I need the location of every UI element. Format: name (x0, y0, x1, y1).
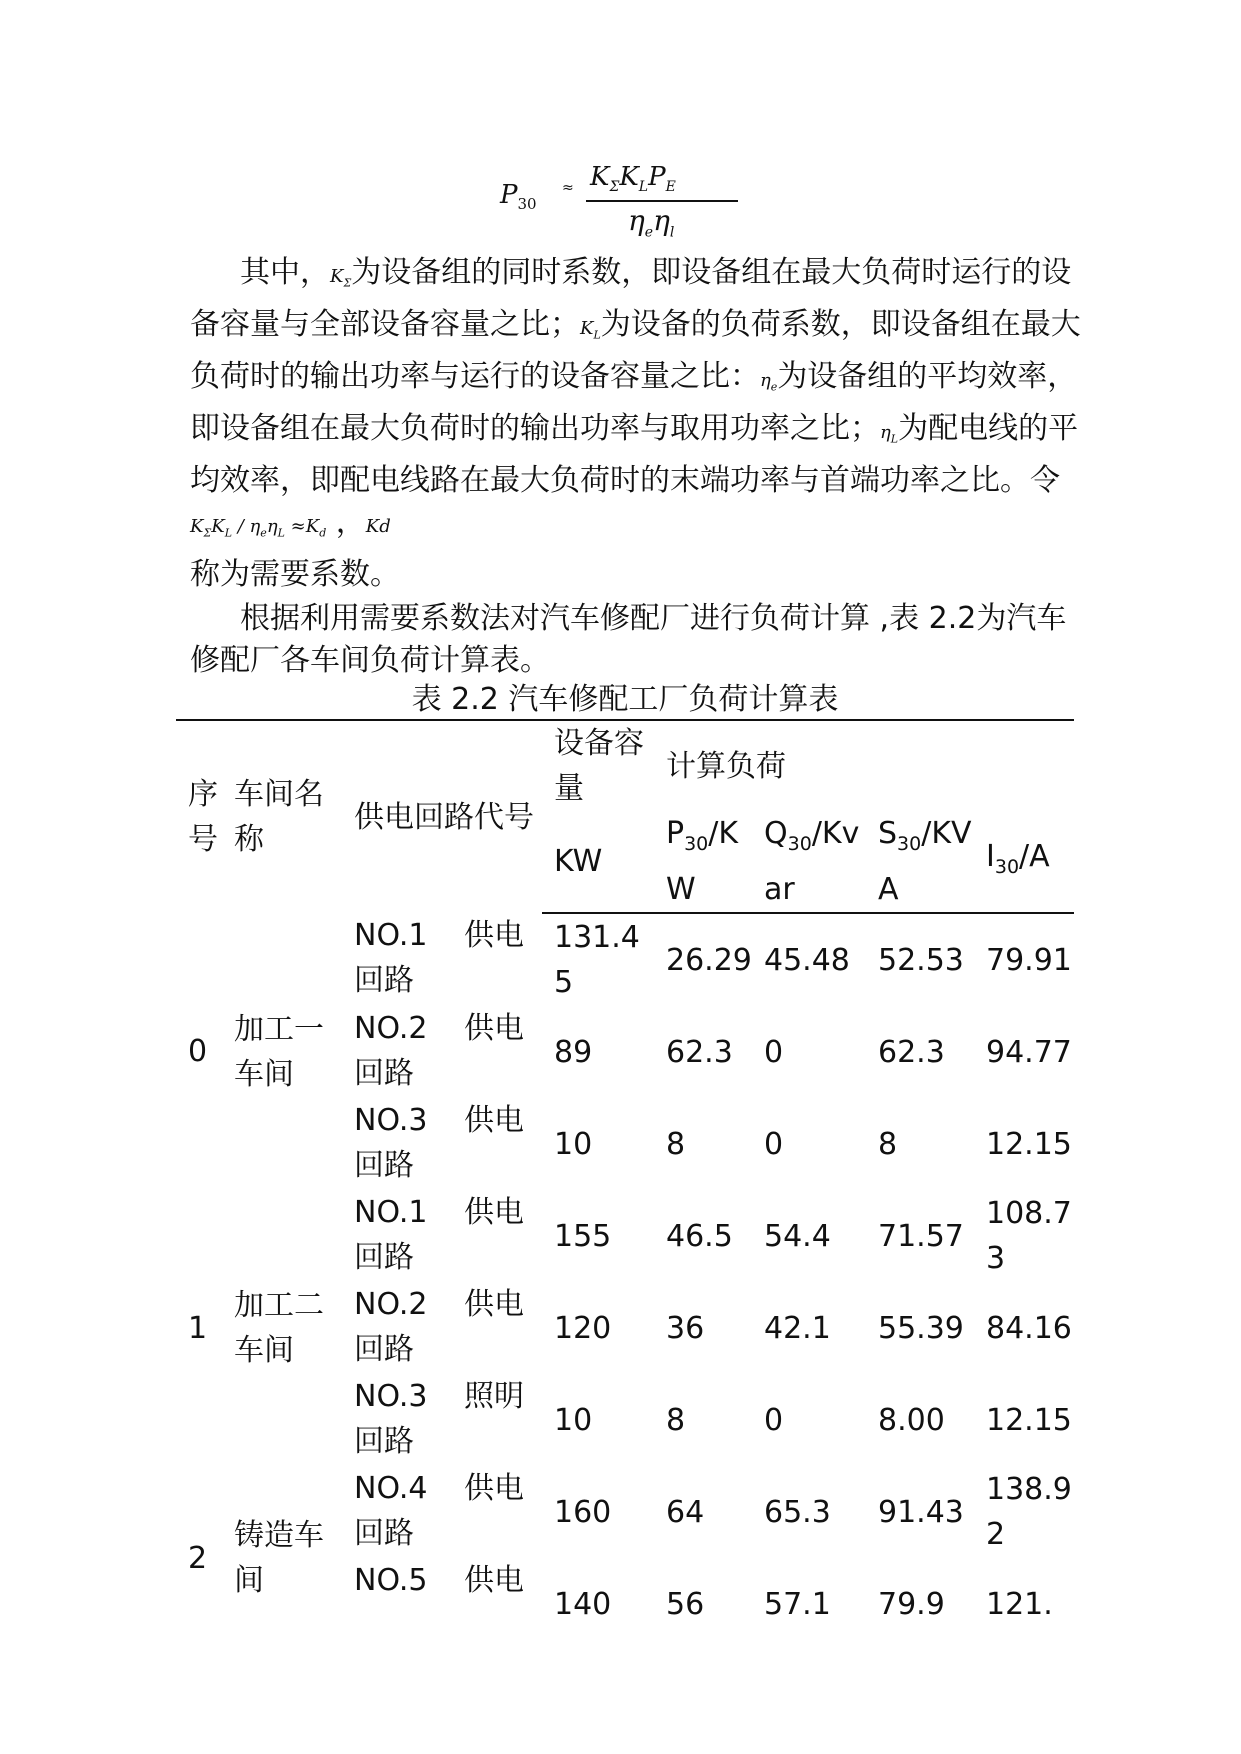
cell-p30: 8 (666, 1402, 686, 1438)
cell-s30: 62.3 (878, 1034, 945, 1070)
header-s30: $S_{30}$/KVA (866, 811, 974, 913)
cell-kw: 155 (554, 1218, 612, 1254)
header-capacity-unit: KW (542, 811, 654, 913)
coefficient-explanation-paragraph: 其中，$K_\Sigma$为设备组的同时系数，即设备组在最大负荷时运行的设备容量与全部设备容量之比；$K_L$为设备的负荷系数，即设备组在最大负荷时的输出功率与运行的设备容量之比：$\eta_e$为设备组的平均效率，即设备组在最大负荷时的输出功率与取用功率之比；$\eta_L$为配电线的平均效率，即配电线路在最大负荷时的末端功率与首端功率之比。令$K_\Sigma K_L / \eta_e\eta_L \approx K_d$ ，Kd 称为需要系数。 (190, 255, 1081, 592)
header-i30: $I_{30}/A$ (974, 811, 1074, 913)
workshop-name: 铸造车间 (234, 1518, 324, 1598)
cell-i30: 79.91 (986, 942, 1072, 978)
workshop-seq: 0 (188, 1034, 208, 1069)
cell-p30: 64 (666, 1494, 705, 1530)
header-capacity: 设备容量 (542, 720, 654, 811)
cell-i30: 12.15 (986, 1126, 1072, 1162)
header-p30: $P_{30}/KW$ (654, 811, 752, 913)
cell-s30: 55.39 (878, 1310, 964, 1346)
cell-kw: 89 (554, 1034, 593, 1070)
cell-p30: 62.3 (666, 1034, 733, 1070)
load-calculation-table (176, 719, 1074, 1650)
header-circuit: 供电回路代号 (342, 720, 542, 913)
cell-i30: 94.77 (986, 1034, 1072, 1070)
workshop-seq: 2 (188, 1540, 208, 1576)
cell-s30: 52.53 (878, 942, 964, 978)
cell-i30: 84.16 (986, 1310, 1072, 1346)
symbol-eta-e: $\eta_e$ (760, 370, 778, 394)
formula-numerator: $K_\Sigma K_LP_E$ (590, 162, 676, 196)
workshop-name: 加工一车间 (234, 1011, 324, 1092)
cell-kw: 120 (554, 1310, 612, 1346)
workshop-seq: 1 (188, 1310, 208, 1346)
load-formula (500, 160, 760, 240)
cell-kw: 10 (554, 1126, 593, 1162)
cell-s30: 8 (878, 1126, 898, 1162)
cell-p30: 8 (666, 1126, 686, 1162)
cell-p30: 26.29 (666, 942, 752, 978)
circuit-code: NO.3 供电 回路 (354, 1103, 524, 1183)
cell-q30: 42.1 (764, 1310, 831, 1346)
symbol-kd: Kd (365, 515, 391, 537)
header-seq: 序号 (176, 720, 222, 913)
formula-fraction-bar (586, 200, 738, 202)
cell-kw: 140 (554, 1586, 612, 1622)
symbol-eta-l: $\eta_L$ (880, 422, 899, 446)
cell-q30: 0 (764, 1034, 784, 1070)
header-q30: $Q_{30}$/Kvar (752, 811, 866, 913)
cell-q30: 54.4 (764, 1218, 831, 1254)
header-workshop: 车间名称 (222, 720, 342, 913)
symbol-k-l: $K_L$ (580, 318, 601, 342)
cell-kw: 131.45 (554, 920, 640, 1000)
table-row (176, 1466, 1074, 1558)
cell-q30: 65.3 (764, 1494, 831, 1530)
circuit-code: NO.5 供电 (354, 1563, 524, 1598)
cell-i30: 138.92 (986, 1472, 1072, 1552)
table-row (176, 913, 1074, 1006)
formula-approx-sign: ≈ (562, 180, 574, 196)
cell-q30: 0 (764, 1402, 784, 1438)
circuit-code: NO.1 供电 回路 (354, 918, 524, 998)
cell-kw: 10 (554, 1402, 593, 1438)
symbol-kd-definition: $K_\Sigma K_L / \eta_e\eta_L \approx K_d$ (190, 515, 327, 540)
cell-kw: 160 (554, 1494, 612, 1530)
header-calc-load: 计算负荷 (654, 720, 1074, 811)
formula-lhs: $P_{30}$ (500, 180, 537, 214)
workshop-name: 加工二车间 (234, 1288, 324, 1368)
cell-q30: 57.1 (764, 1586, 831, 1622)
circuit-code: NO.3 照明 回路 (354, 1379, 524, 1459)
cell-s30: 91.43 (878, 1494, 964, 1530)
cell-i30: 108.73 (986, 1196, 1072, 1276)
method-paragraph: 根据利用需要系数法对汽车修配厂进行负荷计算 ,表 2.2为汽车修配厂各车间负荷计算表。 (190, 601, 1067, 678)
cell-q30: 45.48 (764, 942, 850, 978)
circuit-code: NO.1 供电 回路 (354, 1195, 524, 1275)
cell-s30: 71.57 (878, 1218, 964, 1254)
circuit-code: NO.4 供电 回路 (354, 1471, 524, 1551)
cell-s30: 8.00 (878, 1402, 945, 1438)
table-caption: 表 2.2 汽车修配工厂负荷计算表 (411, 682, 839, 717)
cell-s30: 79.9 (878, 1586, 945, 1622)
circuit-code: NO.2 供电 回路 (354, 1011, 524, 1091)
cell-p30: 46.5 (666, 1218, 733, 1254)
cell-p30: 36 (666, 1310, 705, 1346)
cell-i30: 12.15 (986, 1402, 1072, 1438)
symbol-k-sigma: $K_\Sigma$ (330, 266, 352, 290)
cell-i30: 121. (986, 1586, 1053, 1622)
circuit-code: NO.2 供电 回路 (354, 1287, 524, 1367)
formula-denominator: $\eta_e\eta_l$ (628, 204, 675, 241)
cell-p30: 56 (666, 1586, 705, 1622)
cell-q30: 0 (764, 1126, 784, 1162)
table-header-row (176, 720, 1074, 811)
table-row (176, 1190, 1074, 1282)
